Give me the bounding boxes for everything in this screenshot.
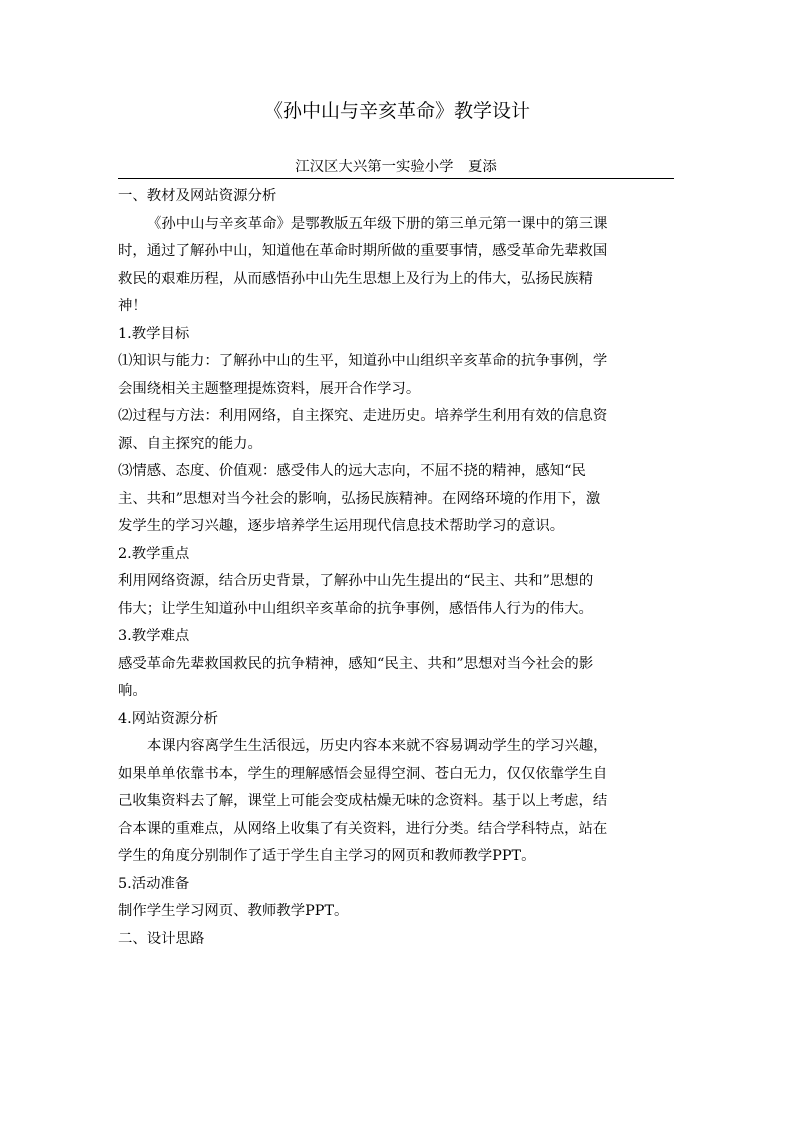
text-line: 时，通过了解孙中山，知道他在革命时期所做的重要事情，感受革命先辈救国 — [118, 243, 608, 259]
text-line: 神！ — [118, 298, 147, 314]
text-line: 《孙中山与辛亥革命》是鄂教版五年级下册的第三单元第一课中的第三课 — [147, 215, 608, 232]
text-line: 会围绕相关主题整理提炼资料，展开合作学习。 — [118, 380, 421, 397]
text-line: ⑴知识与能力：了解孙中山的生平，知道孙中山组织辛亥革命的抗争事例，学 — [118, 353, 608, 369]
text-line: 5.活动准备 — [118, 875, 190, 892]
text-line: 合本课的重难点，从网络上收集了有关资料，进行分类。结合学科特点，站在 — [118, 820, 608, 837]
text-line: 2.教学重点 — [118, 545, 190, 562]
text-line: 响。 — [118, 683, 147, 699]
page-title: 《孙中山与辛亥革命》教学设计 — [263, 100, 530, 122]
text-line: 源、自主探究的能力。 — [118, 435, 262, 452]
text-line: 发学生的学习兴趣，逐步培养学生运用现代信息技术帮助学习的意识。 — [118, 518, 565, 534]
text-line: 4.网站资源分析 — [118, 710, 219, 727]
text-line: 主、共和”思想对当今社会的影响，弘扬民族精神。在网络环境的作用下，激 — [118, 490, 601, 507]
text-line: 感受革命先辈救国救民的抗争精神，感知“民主、共和”思想对当今社会的影 — [118, 655, 594, 672]
text-line: ⑶情感、态度、价值观：感受伟人的远大志向，不屈不挠的精神，感知“民 — [118, 463, 586, 479]
text-line: 救民的艰难历程，从而感悟孙中山先生思想上及行为上的伟大，弘扬民族精 — [118, 270, 593, 287]
text-line: 学生的角度分别制作了适于学生自主学习的网页和教师教学PPT。 — [118, 848, 536, 864]
text-line: 如果单单依靠书本，学生的理解感悟会显得空洞、苍白无力，仅仅依靠学生自 — [118, 765, 608, 782]
text-line: 1.教学目标 — [118, 325, 190, 342]
document-body — [118, 183, 674, 953]
text-line: 3.教学难点 — [118, 628, 190, 644]
text-line: 二、设计思路 — [118, 930, 205, 947]
text-line: 己收集资料去了解，课堂上可能会变成枯燥无味的念资料。基于以上考虑，结 — [118, 793, 608, 809]
text-line: 一、教材及网站资源分析 — [118, 188, 277, 204]
text-line: ⑵过程与方法：利用网络，自主探究、走进历史。培养学生利用有效的信息资 — [118, 408, 608, 424]
text-line: 制作学生学习网页、教师教学PPT。 — [118, 903, 349, 919]
author-line: 江汉区大兴第一实验小学 夏添 — [118, 156, 674, 179]
text-line: 利用网络资源，结合历史背景，了解孙中山先生提出的“民主、共和”思想的 — [118, 573, 594, 589]
text-line: 本课内容离学生生活很远，历史内容本来就不容易调动学生的学习兴趣， — [147, 738, 608, 754]
text-line: 伟大；让学生知道孙中山组织辛亥革命的抗争事例，感悟伟人行为的伟大。 — [118, 600, 593, 617]
